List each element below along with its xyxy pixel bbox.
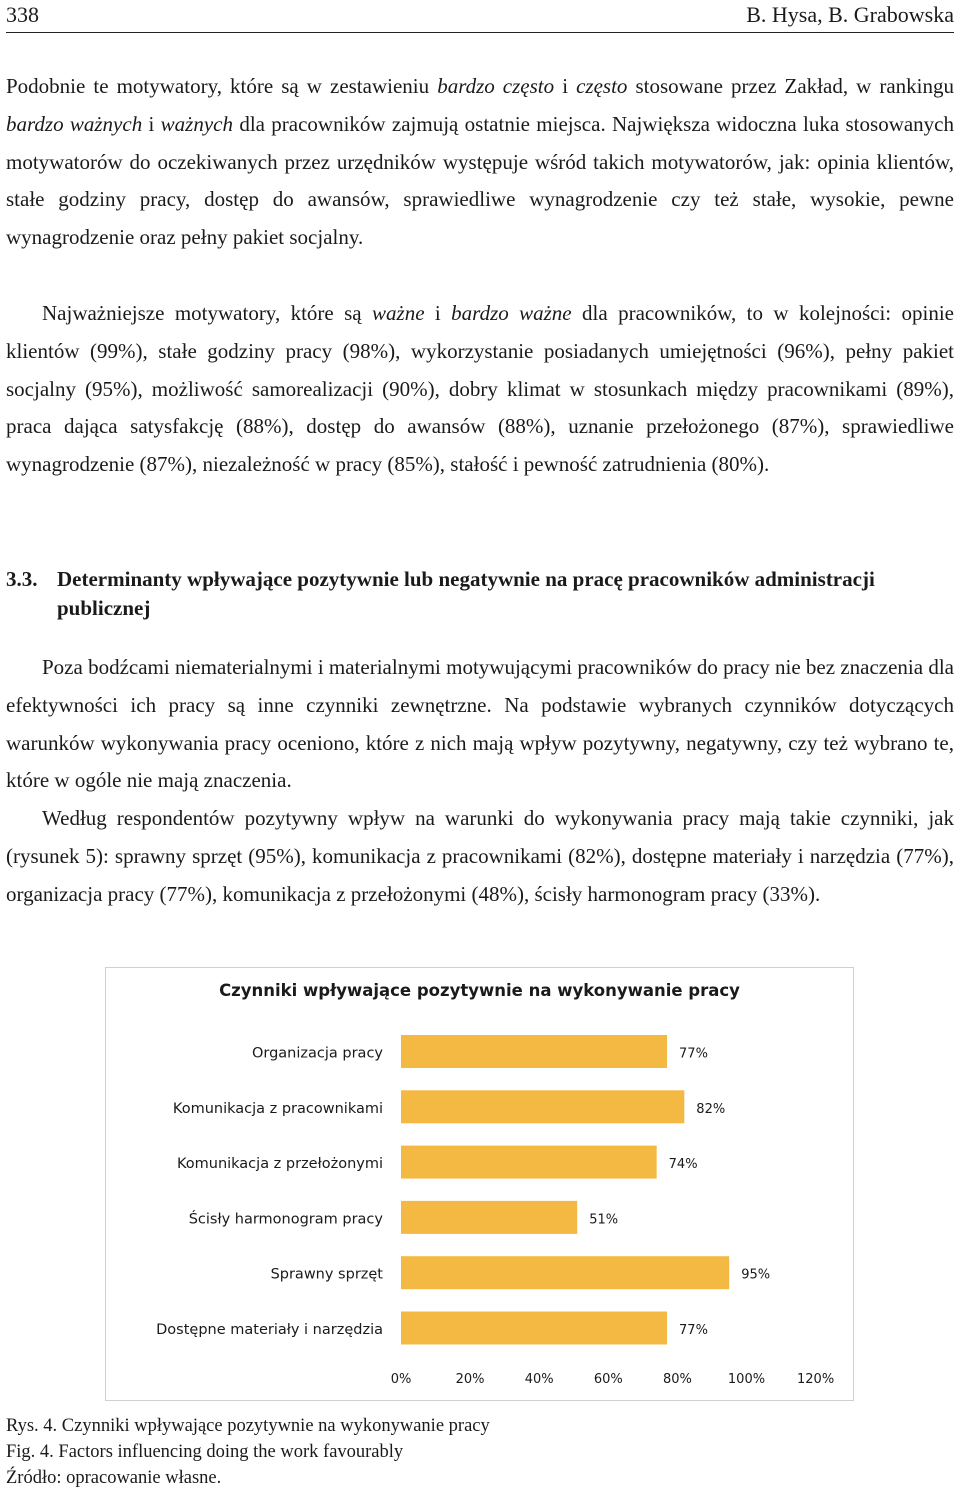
bar-chart xyxy=(105,967,854,1401)
data-label: 77% xyxy=(679,1046,708,1062)
section-number: 3.3. xyxy=(6,567,38,591)
section-title: Determinanty wpływające pozytywnie lub negatywnie na pracę pracowników administracji publicznej xyxy=(57,567,875,620)
category-label: Dostępne materiały i narzędzia xyxy=(156,1322,383,1338)
paragraph-1: Podobnie te motywatory, które są w zestawieniu bardzo często i często stosowane przez Zakład, w rankingu bardzo ważnych i ważnych dla pracowników zajmują ostatnie miejsca. Największa widoczna luka stosowanych motywatorów do oczekiwanych przez urzędników występuje wśród takich motywatorów, jak: opinia klientów, stałe godziny pracy, dostęp do awansów, sprawiedliwe wynagrodzenie czy też stałe, wysokie, pewne wynagrodzenie oraz pełny pakiet socjalny. xyxy=(6,74,955,250)
bar xyxy=(401,1146,657,1179)
category-label: Komunikacja z pracownikami xyxy=(172,1100,383,1117)
x-tick-label: 80% xyxy=(662,1372,692,1387)
bar xyxy=(401,1201,577,1234)
running-authors: B. Hysa, B. Grabowska xyxy=(746,2,954,27)
paragraph-2: Najważniejsze motywatory, które są ważne i bardzo ważne dla pracowników, to w kolejności: opinie klientów (99%), stałe godziny pracy (98%), wykorzystanie posiadanych umiejętności (96%), pełny pakiet socjalny (95%), możliwość samorealizacji (90%), dobry klimat w stosunkach między pracownikami (89%), praca dająca satysfakcję (88%), dostęp do awansów (88%), uznanie przełożonego (87%), sprawiedliwe wynagrodzenie (87%), niezależność w pracy (85%), stałość i pewność zatrudnienia (80%). xyxy=(6,301,954,477)
data-label: 95% xyxy=(741,1267,771,1283)
data-label: 77% xyxy=(679,1323,708,1338)
x-tick-label: 60% xyxy=(593,1372,623,1387)
category-label: Ścisły harmonogram pracy xyxy=(188,1211,383,1228)
data-label: 74% xyxy=(668,1157,698,1173)
paragraph-4: Według respondentów pozytywny wpływ na warunki do wykonywania pracy mają takie czynniki, jak (rysunek 5): sprawny sprzęt (95%), komunikacja z pracownikami (82%), dostępne materiały i narzędzia (77%), organizacja pracy (77%), komunikacja z przełożonymi (48%), ścisły harmonogram pracy (33%). xyxy=(6,806,954,906)
chart-plot xyxy=(106,968,853,1400)
bar xyxy=(401,1090,684,1123)
category-label: Sprawny sprzęt xyxy=(270,1266,383,1283)
x-tick-label: 20% xyxy=(455,1372,485,1387)
figure-caption-english: Fig. 4. Factors influencing doing the work favourably xyxy=(6,1442,404,1462)
x-tick-label: 0% xyxy=(390,1372,412,1387)
page-number: 338 xyxy=(6,2,39,27)
bar xyxy=(401,1256,729,1289)
x-tick-label: 100% xyxy=(727,1372,766,1387)
category-label: Organizacja pracy xyxy=(251,1045,383,1062)
figure-caption-polish: Rys. 4. Czynniki wpływające pozytywnie na wykonywanie pracy xyxy=(6,1416,490,1436)
bar xyxy=(401,1035,667,1068)
bar xyxy=(401,1312,667,1345)
paragraph-3: Poza bodźcami niematerialnymi i materialnymi motywującymi pracowników do pracy nie bez znaczenia dla efektywności ich pracy są inne czynniki zewnętrzne. Na podstawie wybranych czynników dotyczących warunków wykonywania pracy oceniono, które z nich mają wpływ pozytywny, negatywny, czy też wybrano te, które w ogóle nie mają znaczenia. xyxy=(6,655,954,793)
figure-source: Źródło: opracowanie własne. xyxy=(6,1468,222,1488)
chart-title: Czynniki wpływające pozytywnie na wykonywanie pracy xyxy=(219,981,740,1000)
x-tick-label: 120% xyxy=(797,1372,835,1387)
data-label: 82% xyxy=(696,1101,726,1117)
x-tick-label: 40% xyxy=(524,1372,554,1387)
category-label: Komunikacja z przełożonymi xyxy=(176,1156,383,1173)
data-label: 51% xyxy=(589,1212,619,1228)
running-header xyxy=(6,0,954,33)
